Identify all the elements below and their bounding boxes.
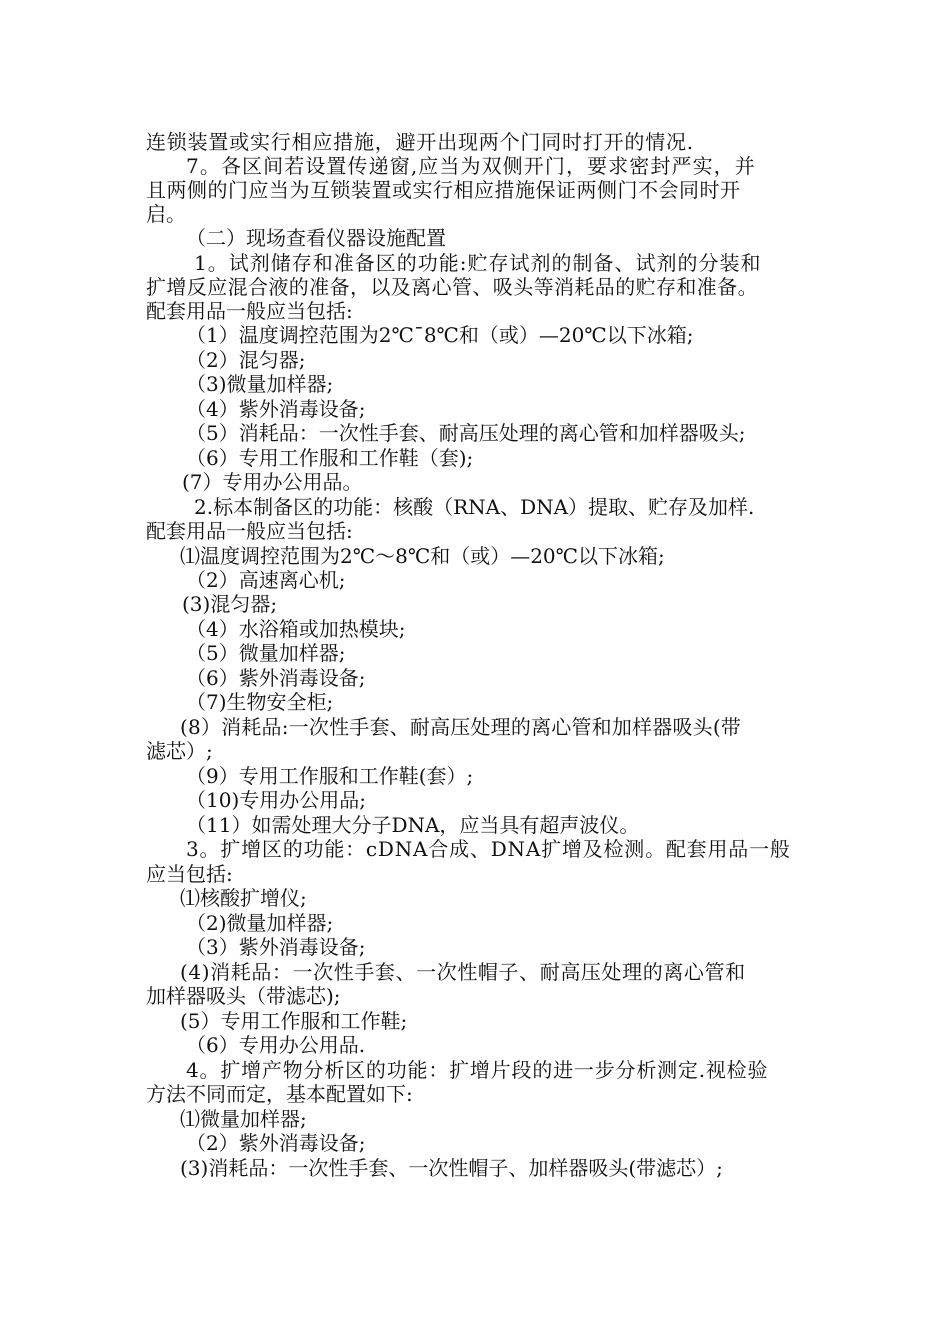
list-item: （3）紫外消毒设备; (186, 935, 366, 959)
text-line: 1。试剂储存和准备区的功能:贮存试剂的制备、试剂的分装和 (194, 251, 762, 275)
list-item: ⑴温度调控范围为2℃～8℃和（或）—20℃以下冰箱; (180, 544, 665, 568)
list-item: （2）紫外消毒设备; (186, 1131, 366, 1155)
list-item: (5）专用工作服和工作鞋; (180, 1009, 408, 1033)
text-line: 启。 (146, 202, 186, 226)
list-item: （9）专用工作服和工作鞋(套）; (186, 764, 474, 788)
section-heading: （二）现场查看仪器设施配置 (186, 226, 446, 250)
text-line: 方法不同而定，基本配置如下: (146, 1082, 413, 1106)
list-item: （10)专用办公用品; (186, 788, 366, 812)
list-item: ⑴核酸扩增仪; (180, 886, 307, 910)
text-line: 2.标本制备区的功能：核酸（RNA、DNA）提取、贮存及加样. (194, 495, 755, 519)
list-item: （5）消耗品：一次性手套、耐高压处理的离心管和加样器吸头; (186, 421, 746, 445)
list-item: （4）水浴箱或加热模块; (186, 617, 406, 641)
list-item: ⑴微量加样器; (180, 1107, 307, 1131)
text-line: 4。扩增产物分析区的功能：扩增片段的进一步分析测定.视检验 (186, 1058, 769, 1082)
list-item: （5）微量加样器; (186, 641, 346, 665)
list-item: （2）混匀器; (186, 348, 306, 372)
text-line: 7。各区间若设置传递窗,应当为双侧开门，要求密封严实，并 (186, 154, 756, 178)
list-item: （2）高速离心机; (186, 568, 346, 592)
list-item: （6）专用办公用品. (186, 1033, 366, 1057)
text-line: 3。扩增区的功能：cDNA合成、DNA扩增及检测。配套用品一般 (186, 837, 791, 861)
text-line: 应当包括: (146, 862, 233, 886)
list-item: (3)混匀器; (182, 592, 278, 616)
list-item: （4）紫外消毒设备; (186, 397, 366, 421)
list-item: （6）紫外消毒设备; (186, 666, 366, 690)
text-line: 配套用品一般应当包括: (146, 299, 353, 323)
text-line: 滤芯）; (146, 739, 213, 763)
text-line: 配套用品一般应当包括: (146, 519, 353, 543)
list-item: （7)生物安全柜; (186, 690, 334, 714)
list-item: （6）专用工作服和工作鞋（套); (186, 446, 474, 470)
text-line: 扩增反应混合液的准备，以及离心管、吸头等消耗品的贮存和准备。 (146, 275, 758, 299)
text-line: 且两侧的门应当为互锁装置或实行相应措施保证两侧门不会同时开 (146, 178, 741, 202)
list-item: （3)微量加样器; (186, 372, 334, 396)
list-item: (7）专用办公用品。 (182, 470, 363, 494)
text-line: 连锁装置或实行相应措施，避开出现两个门同时打开的情况. (146, 130, 694, 154)
list-item: （11）如需处理大分子DNA，应当具有超声波仪。 (186, 813, 640, 837)
list-item: (3)消耗品：一次性手套、一次性帽子、加样器吸头(带滤芯）; (180, 1156, 723, 1180)
list-item: (4)消耗品：一次性手套、一次性帽子、耐高压处理的离心管和 (180, 960, 746, 984)
text-line: 加样器吸头（带滤芯); (146, 984, 341, 1008)
list-item: (8）消耗品:一次性手套、耐高压处理的离心管和加样器吸头(带 (180, 715, 742, 739)
list-item: （2)微量加样器; (186, 911, 334, 935)
list-item: （1）温度调控范围为2℃¯8℃和（或）—20℃以下冰箱; (186, 323, 694, 347)
